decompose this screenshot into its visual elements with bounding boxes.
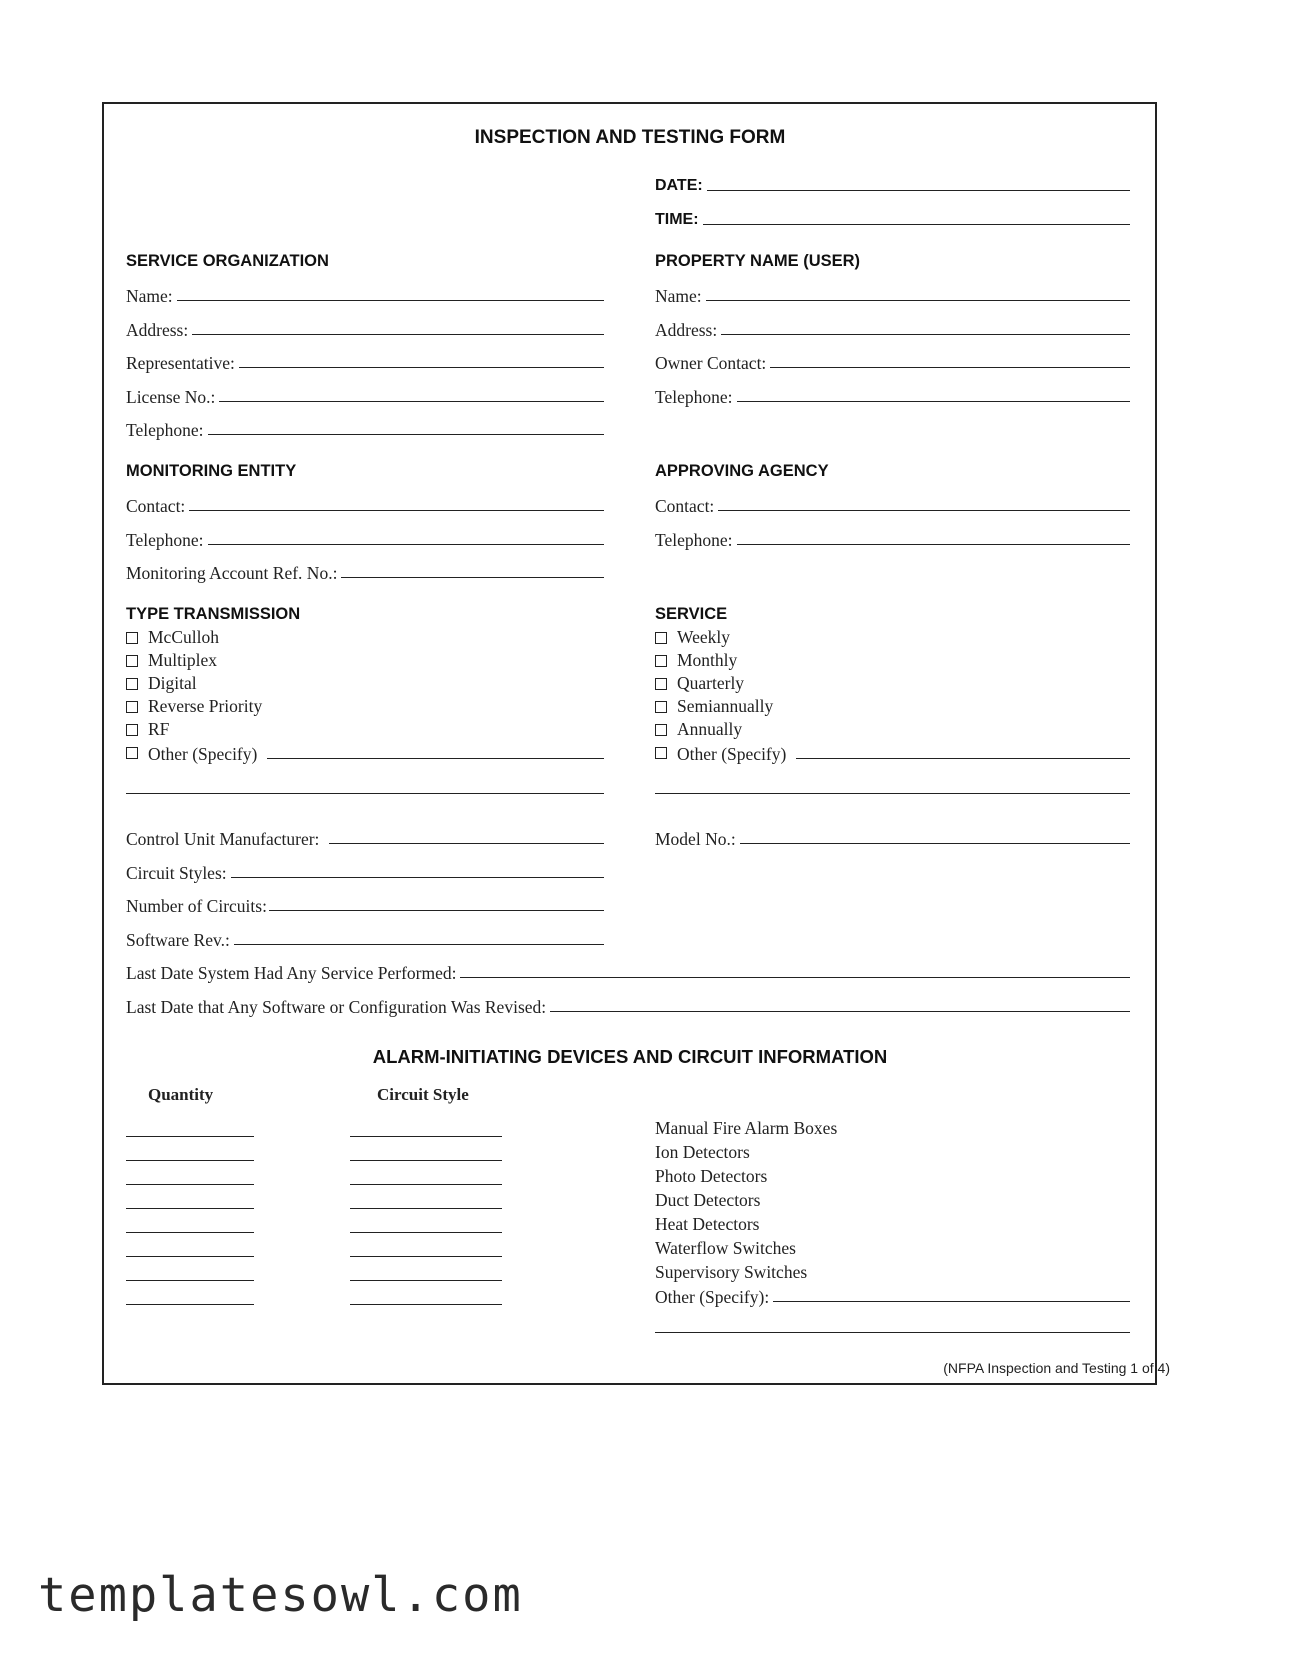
transmission-option-rf[interactable] (126, 718, 169, 741)
svc-telephone-line[interactable] (208, 434, 605, 435)
option-label: RF (148, 719, 170, 739)
circuit-style-line[interactable] (350, 1160, 502, 1161)
mon-telephone-field[interactable] (126, 528, 604, 550)
prop-address-field[interactable] (655, 318, 1130, 340)
transmission-other-line-2[interactable] (126, 793, 604, 794)
svc-address-label: Address: (126, 320, 189, 340)
mon-account-line[interactable] (341, 577, 604, 578)
service-option-semiannually[interactable] (655, 695, 773, 718)
circuit-styles-label: Circuit Styles: (126, 863, 227, 883)
circuit-styles-line[interactable] (231, 877, 604, 878)
svc-address-field[interactable] (126, 318, 604, 340)
quantity-line[interactable] (126, 1256, 254, 1257)
mon-contact-line[interactable] (189, 510, 604, 511)
num-circuits-line[interactable] (269, 910, 604, 911)
date-label: DATE: (655, 177, 703, 194)
manufacturer-field[interactable] (126, 827, 604, 849)
device-item-manual-fire-alarm-boxes: Manual Fire Alarm Boxes (655, 1118, 838, 1138)
quantity-line[interactable] (126, 1160, 254, 1161)
device-item-ion-detectors: Ion Detectors (655, 1142, 750, 1162)
device-item-supervisory-switches: Supervisory Switches (655, 1262, 808, 1282)
circuit-style-line[interactable] (350, 1136, 502, 1137)
checkbox-icon[interactable] (126, 701, 138, 713)
page-footer: (NFPA Inspection and Testing 1 of 4) (943, 1360, 1170, 1376)
quantity-line[interactable] (126, 1280, 254, 1281)
circuit-styles-field[interactable] (126, 861, 604, 883)
option-label: Reverse Priority (148, 696, 263, 716)
approving-heading: APPROVING AGENCY (655, 462, 829, 480)
option-label: Other (Specify) (148, 744, 258, 764)
prop-owner-contact-label: Owner Contact: (655, 353, 767, 373)
prop-owner-contact-field[interactable] (655, 351, 1130, 373)
prop-telephone-field[interactable] (655, 385, 1130, 407)
watermark: templatesowl.com (38, 1568, 523, 1623)
option-label: Quarterly (677, 673, 745, 693)
svc-name-line[interactable] (177, 300, 604, 301)
service-option-quarterly[interactable] (655, 672, 744, 695)
mon-telephone-label: Telephone: (126, 530, 204, 550)
device-other-label: Other (Specify): (655, 1287, 770, 1307)
date-line[interactable] (707, 190, 1130, 191)
svc-name-field[interactable] (126, 284, 604, 306)
checkbox-icon[interactable] (655, 632, 667, 644)
checkbox-icon[interactable] (655, 678, 667, 690)
transmission-other-line[interactable] (267, 758, 604, 759)
service-option-weekly[interactable] (655, 626, 730, 649)
appr-telephone-line[interactable] (737, 544, 1131, 545)
prop-telephone-label: Telephone: (655, 387, 733, 407)
option-label: Weekly (677, 627, 731, 647)
checkbox-icon[interactable] (126, 632, 138, 644)
checkbox-icon[interactable] (126, 678, 138, 690)
device-item-duct-detectors: Duct Detectors (655, 1190, 761, 1210)
svc-representative-field[interactable] (126, 351, 604, 373)
manufacturer-label: Control Unit Manufacturer: (126, 829, 320, 849)
option-label: Annually (677, 719, 743, 739)
option-label: Monthly (677, 650, 738, 670)
transmission-heading: TYPE TRANSMISSION (126, 605, 301, 623)
quantity-header: Quantity (148, 1085, 214, 1104)
svc-telephone-label: Telephone: (126, 420, 204, 440)
prop-owner-contact-line[interactable] (770, 367, 1130, 368)
manufacturer-line[interactable] (329, 843, 604, 844)
prop-address-line[interactable] (721, 334, 1130, 335)
checkbox-icon[interactable] (126, 724, 138, 736)
prop-name-label: Name: (655, 286, 702, 306)
prop-address-label: Address: (655, 320, 718, 340)
quantity-line[interactable] (126, 1136, 254, 1137)
service-organization-heading: SERVICE ORGANIZATION (126, 252, 329, 270)
svc-representative-line[interactable] (239, 367, 604, 368)
prop-name-field[interactable] (655, 284, 1130, 306)
service-option-annually[interactable] (655, 718, 742, 741)
checkbox-icon[interactable] (126, 747, 138, 759)
svc-license-field[interactable] (126, 385, 604, 407)
num-circuits-label: Number of Circuits: (126, 896, 267, 916)
service-option-monthly[interactable] (655, 649, 737, 672)
device-item-waterflow-switches: Waterflow Switches (655, 1238, 796, 1258)
device-item-heat-detectors: Heat Detectors (655, 1214, 760, 1234)
devices-heading: ALARM-INITIATING DEVICES AND CIRCUIT INFORMATION (372, 1046, 888, 1067)
last-service-label: Last Date System Had Any Service Performed: (126, 963, 457, 983)
checkbox-icon[interactable] (126, 655, 138, 667)
transmission-option-multiplex[interactable] (126, 649, 217, 672)
transmission-option-digital[interactable] (126, 672, 197, 695)
transmission-option-mcculloh[interactable] (126, 626, 219, 649)
time-line[interactable] (703, 224, 1130, 225)
appr-telephone-label: Telephone: (655, 530, 733, 550)
prop-name-line[interactable] (706, 300, 1130, 301)
model-line[interactable] (740, 843, 1130, 844)
last-service-line[interactable] (460, 977, 1130, 978)
last-service-field[interactable] (126, 961, 1130, 983)
quantity-line[interactable] (126, 1304, 254, 1305)
monitoring-heading: MONITORING ENTITY (126, 462, 297, 480)
circuit-style-line[interactable] (350, 1184, 502, 1185)
appr-contact-label: Contact: (655, 496, 715, 516)
last-revised-field[interactable] (126, 995, 1130, 1017)
date-field[interactable] (655, 174, 1130, 196)
circuit-style-header: Circuit Style (377, 1085, 469, 1104)
mon-account-label: Monitoring Account Ref. No.: (126, 563, 338, 583)
service-other-line-2[interactable] (655, 793, 1130, 794)
svc-address-line[interactable] (192, 334, 604, 335)
transmission-option-other[interactable] (126, 742, 604, 764)
checkbox-icon[interactable] (655, 655, 667, 667)
appr-telephone-field[interactable] (655, 528, 1130, 550)
mon-account-field[interactable] (126, 561, 604, 583)
appr-contact-field[interactable] (655, 494, 1130, 516)
device-other-line-2[interactable] (655, 1332, 1130, 1333)
device-item-photo-detectors: Photo Detectors (655, 1166, 768, 1186)
num-circuits-field[interactable] (126, 894, 604, 916)
last-revised-line[interactable] (550, 1011, 1130, 1012)
service-option-other[interactable] (655, 742, 1130, 764)
model-label: Model No.: (655, 829, 736, 849)
checkbox-icon[interactable] (655, 724, 667, 736)
form-title: INSPECTION AND TESTING FORM (474, 127, 786, 148)
software-rev-label: Software Rev.: (126, 930, 230, 950)
svc-license-label: License No.: (126, 387, 216, 407)
property-heading: PROPERTY NAME (USER) (655, 252, 861, 270)
mon-contact-field[interactable] (126, 494, 604, 516)
checkbox-icon[interactable] (655, 701, 667, 713)
time-field[interactable] (655, 208, 1130, 230)
svc-telephone-field[interactable] (126, 418, 604, 440)
quantity-line[interactable] (126, 1232, 254, 1233)
quantity-line[interactable] (126, 1208, 254, 1209)
quantity-line[interactable] (126, 1184, 254, 1185)
circuit-style-line[interactable] (350, 1256, 502, 1257)
last-revised-label: Last Date that Any Software or Configuration Was Revised: (126, 997, 547, 1017)
checkbox-icon[interactable] (655, 747, 667, 759)
mon-telephone-line[interactable] (208, 544, 605, 545)
mon-contact-label: Contact: (126, 496, 186, 516)
time-label: TIME: (655, 211, 699, 228)
service-other-line[interactable] (796, 758, 1130, 759)
device-other-line[interactable] (773, 1301, 1130, 1302)
option-label: Other (Specify) (677, 744, 787, 764)
circuit-style-line[interactable] (350, 1232, 502, 1233)
option-label: Digital (148, 673, 197, 693)
model-field[interactable] (655, 827, 1130, 849)
device-item-other[interactable] (655, 1285, 1130, 1307)
service-heading: SERVICE (655, 605, 728, 623)
appr-contact-line[interactable] (718, 510, 1130, 511)
circuit-style-line[interactable] (350, 1208, 502, 1209)
software-rev-line[interactable] (234, 944, 604, 945)
circuit-style-line[interactable] (350, 1304, 502, 1305)
svc-representative-label: Representative: (126, 353, 235, 373)
svc-license-line[interactable] (219, 401, 604, 402)
circuit-style-line[interactable] (350, 1280, 502, 1281)
option-label: Multiplex (148, 650, 218, 670)
option-label: Semiannually (677, 696, 774, 716)
option-label: McCulloh (148, 627, 219, 647)
transmission-option-reverse-priority[interactable] (126, 695, 262, 718)
svc-name-label: Name: (126, 286, 173, 306)
prop-telephone-line[interactable] (737, 401, 1131, 402)
software-rev-field[interactable] (126, 928, 604, 950)
